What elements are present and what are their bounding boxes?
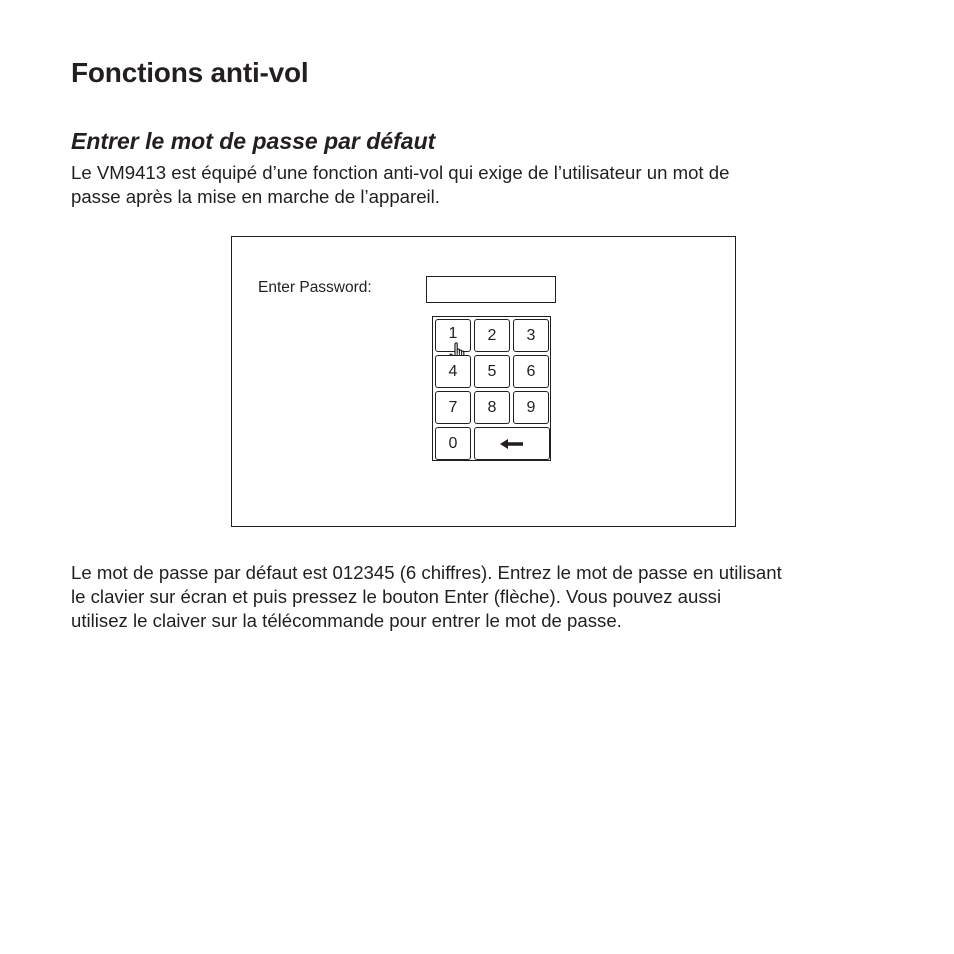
section-title: Entrer le mot de passe par défaut [71,128,436,154]
intro-line: Le VM9413 est équipé d’une fonction anti-vol qui exige de l’utilisateur un mot de [71,162,730,183]
key-5[interactable] [474,355,510,388]
key-label: 8 [487,398,497,416]
key-3[interactable] [513,319,549,352]
enter-arrow-icon [499,438,525,450]
password-input[interactable] [426,276,556,303]
password-label: Enter Password: [258,279,372,296]
instructions-line: le clavier sur écran et puis pressez le bouton Enter (flèche). Vous pouvez aussi [71,586,722,607]
key-label: 4 [448,362,458,380]
page-title: Fonctions anti-vol [71,57,309,88]
key-0[interactable] [435,427,471,460]
key-8[interactable] [474,391,510,424]
key-label: 1 [448,324,458,342]
instructions-line: utilisez le claiver sur la télécommande pour entrer le mot de passe. [71,610,622,631]
key-7[interactable] [435,391,471,424]
key-label: 7 [448,398,458,416]
on-screen-keypad [432,316,551,461]
key-6[interactable] [513,355,549,388]
key-1[interactable] [435,319,471,352]
key-4[interactable] [435,355,471,388]
password-screen-illustration [231,236,736,527]
key-label: 2 [487,326,497,344]
key-9[interactable] [513,391,549,424]
key-label: 3 [526,326,536,344]
key-2[interactable] [474,319,510,352]
key-label: 9 [526,398,536,416]
instructions-line: Le mot de passe par défaut est 012345 (6 chiffres). Entrez le mot de passe en utilisant [71,562,782,583]
enter-key[interactable] [474,427,550,460]
intro-paragraph [71,161,729,209]
instructions-paragraph [71,561,782,633]
key-label: 5 [487,362,497,380]
intro-line: passe après la mise en marche de l’appareil. [71,186,440,207]
key-label: 6 [526,362,536,380]
key-label: 0 [448,434,458,452]
